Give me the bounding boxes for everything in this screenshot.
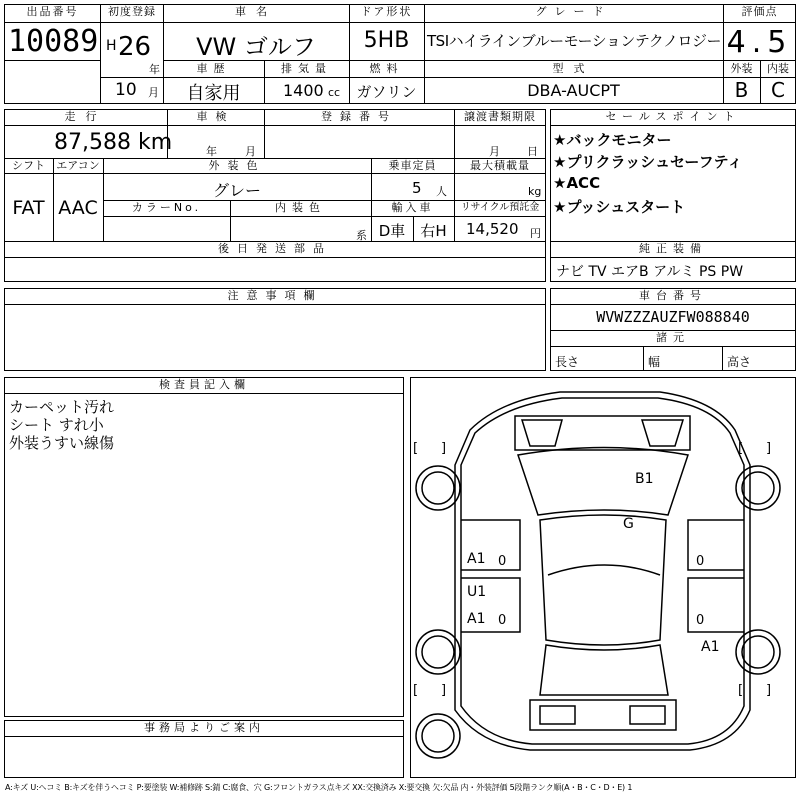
- inspector-line: 外装うすい線傷: [9, 434, 115, 452]
- model-label: 型式: [552, 62, 595, 75]
- color: グレー: [212, 181, 261, 200]
- capacity-label: 乗車定員: [388, 159, 437, 172]
- chassis-number: WVWZZZAUZFW088840: [596, 308, 750, 326]
- score: 4.5: [726, 25, 793, 60]
- ac: AAC: [58, 197, 98, 219]
- displacement-label: 排気量: [281, 62, 332, 75]
- svg-text:[: [: [413, 683, 419, 698]
- import-label: 輸入車: [391, 201, 434, 214]
- plate-label: 登録番号: [321, 110, 397, 123]
- exterior-label: 外装: [730, 62, 753, 75]
- reg-year: 26: [118, 32, 152, 62]
- steering: 右H: [420, 222, 447, 240]
- lot-number: 10089: [8, 24, 99, 59]
- car-name: VW ゴルフ: [196, 33, 316, 61]
- first-reg-label: 初度登録: [108, 5, 156, 18]
- height-label: 高さ: [727, 355, 752, 369]
- month-unit: 月: [148, 86, 159, 99]
- office-label: 事務局よりご案内: [144, 721, 264, 734]
- int-color-unit: 系: [356, 229, 367, 242]
- model: DBA-AUCPT: [527, 81, 620, 100]
- svg-text:]: ]: [441, 683, 447, 698]
- notes-label: 注意事項欄: [227, 289, 323, 302]
- svg-text:0: 0: [498, 613, 507, 628]
- shift-label: シフト: [12, 159, 45, 172]
- sales-point-item: ★バックモニター: [553, 131, 672, 149]
- transfer-label: 譲渡書類期限: [464, 110, 536, 123]
- svg-text:]: ]: [441, 441, 447, 456]
- door-label: ドア形状: [360, 5, 413, 18]
- color-no-label: カラーNo.: [131, 201, 202, 214]
- spec-label: 諸元: [656, 331, 690, 344]
- inspection-year-unit: 年: [206, 145, 217, 158]
- year-unit: 年: [149, 63, 160, 76]
- color-label: 外装色: [208, 159, 266, 172]
- svg-text:]: ]: [766, 683, 772, 698]
- capacity-unit: 人: [436, 185, 447, 198]
- inspector-line: シート すれ小: [9, 416, 104, 434]
- fuel: ガソリン: [356, 83, 417, 101]
- lot-number-label: 出品番号: [26, 5, 79, 18]
- svg-text:[: [: [738, 683, 744, 698]
- legend: A:キズ U:ヘコミ B:キズを伴うヘコミ P:要塗装 W:補修跡 S:錆 C:腐食、穴 G:フロントガラス点キズ XX:交換済み X:要交換 欠:欠品 内・外装評価 5段階ランク順(A・B・C・D・E) 1: [5, 783, 633, 792]
- score-label: 評価点: [741, 5, 778, 18]
- mileage: 87,588: [54, 130, 131, 155]
- mileage-unit: km: [138, 130, 173, 155]
- svg-text:]: ]: [766, 441, 772, 456]
- damage-mark: B1: [635, 471, 654, 487]
- mileage-label: 走行: [64, 110, 107, 123]
- equipment-label: 純正装備: [639, 242, 707, 255]
- grade: TSIハイラインブルーモーションテクノロジー: [427, 32, 721, 50]
- history-label: 車歴: [196, 62, 231, 75]
- int-color-label: 内装色: [275, 201, 326, 214]
- shift: FAT: [12, 197, 45, 219]
- inspector-label: 検査員記入欄: [159, 378, 249, 391]
- displacement: 1400: [283, 81, 324, 100]
- damage-mark: A1: [467, 611, 486, 627]
- svg-text:0: 0: [498, 554, 507, 569]
- grade-label: グレード: [535, 5, 612, 18]
- car-name-label: 車名: [235, 5, 277, 18]
- load-unit: kg: [528, 185, 542, 198]
- damage-mark: A1: [467, 551, 486, 567]
- sales-point-item: ★ACC: [553, 174, 601, 192]
- interior-label: 内装: [767, 62, 789, 75]
- exterior-grade: B: [734, 78, 749, 102]
- damage-mark: G: [623, 516, 634, 532]
- svg-text:[: [: [413, 441, 419, 456]
- door: 5HB: [363, 28, 410, 53]
- transfer-day-unit: 日: [527, 145, 538, 158]
- recycle-label: リサイクル預託金: [460, 202, 540, 213]
- era: H: [106, 38, 117, 54]
- sales-points-label: セールスポイント: [605, 110, 741, 123]
- svg-text:0: 0: [696, 613, 705, 628]
- history: 自家用: [186, 83, 241, 104]
- import-type: D車: [378, 222, 406, 240]
- equipment-value: ナビ TV エアB アルミ PS PW: [556, 264, 744, 280]
- recycle: 14,520: [466, 220, 519, 238]
- load-label: 最大積載量: [470, 159, 530, 172]
- svg-text:[: [: [738, 441, 744, 456]
- interior-grade: C: [771, 78, 785, 102]
- recycle-unit: 円: [530, 227, 541, 240]
- damage-mark: U1: [467, 584, 487, 600]
- displacement-unit: cc: [328, 86, 341, 99]
- reg-month: 10: [115, 80, 137, 100]
- fuel-label: 燃料: [369, 62, 404, 75]
- damage-mark: A1: [701, 639, 720, 655]
- later-parts-label: 後日発送部品: [218, 242, 332, 255]
- width-label: 幅: [648, 355, 661, 369]
- chassis-label: 車台番号: [639, 289, 707, 302]
- ac-label: エアコン: [56, 159, 100, 172]
- svg-text:0: 0: [696, 554, 705, 569]
- length-label: 長さ: [555, 355, 580, 369]
- inspection-label: 車検: [196, 110, 235, 123]
- transfer-month-unit: 月: [489, 145, 500, 158]
- capacity: 5: [412, 179, 422, 197]
- sales-point-item: ★プッシュスタート: [553, 198, 686, 216]
- inspection-month-unit: 月: [245, 145, 256, 158]
- sales-point-item: ★プリクラッシュセーフティ: [553, 153, 743, 171]
- inspector-line: カーペット汚れ: [9, 398, 115, 416]
